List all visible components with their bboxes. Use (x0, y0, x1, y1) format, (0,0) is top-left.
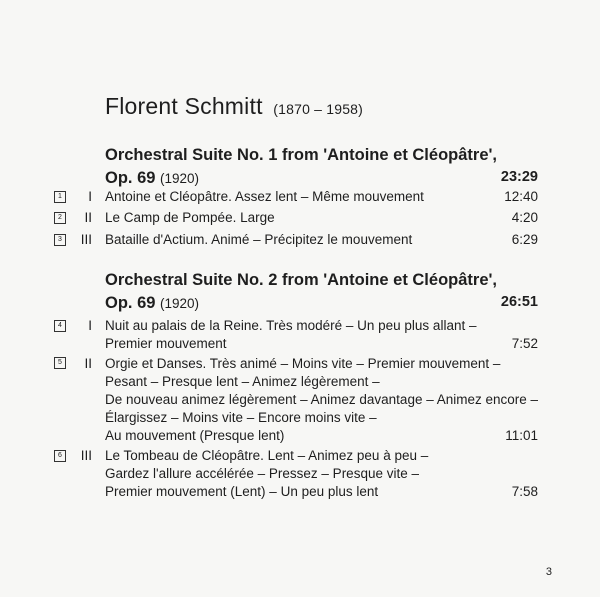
suite2-opus-line (105, 294, 199, 313)
suite1-year: (1920) (160, 171, 200, 186)
composer-dates: (1870 – 1958) (273, 101, 364, 117)
suite1-opus-line (105, 169, 199, 188)
track-number-box: 4 (54, 320, 66, 332)
movement-numeral: III (80, 448, 92, 463)
suite2-total-duration: 26:51 (500, 294, 538, 310)
track-description-line: Pesant – Presque lent – Animez légèrement – (105, 374, 380, 389)
track-duration: 11:01 (505, 428, 538, 443)
track-duration: 12:40 (504, 189, 538, 204)
track-description-line: Le Tombeau de Cléopâtre. Lent – Animez peu à peu – (105, 448, 429, 463)
track-number-box: 3 (54, 234, 66, 246)
movement-numeral: I (88, 318, 92, 333)
suite1-total-duration: 23:29 (500, 169, 538, 185)
track-description: Bataille d'Actium. Animé – Précipitez le mouvement (105, 232, 413, 247)
track-number-box: 2 (54, 212, 66, 224)
track-description-line: Nuit au palais de la Reine. Très modéré – Un peu plus allant – (105, 318, 477, 333)
page-number: 3 (545, 566, 552, 578)
track-number-box: 6 (54, 450, 66, 462)
movement-numeral: I (88, 189, 92, 204)
track-description-line: Élargissez – Moins vite – Encore moins vite – (105, 410, 377, 425)
track-description-line: Orgie et Danses. Très animé – Moins vite – Premier mouvement – (105, 356, 501, 371)
suite2-opus: Op. 69 (105, 294, 156, 312)
track-number-box: 1 (54, 191, 66, 203)
track-description-line: De nouveau animez légèrement – Animez davantage – Animez encore – (105, 392, 539, 407)
suite2-year: (1920) (160, 296, 200, 311)
track-description-line: Gardez l'allure accélérée – Pressez – Presque vite – (105, 466, 419, 481)
track-description-line: Premier mouvement (Lent) – Un peu plus lent (105, 484, 379, 499)
suite1-title: Orchestral Suite No. 1 from 'Antoine et Cléopâtre', (105, 146, 498, 164)
track-duration: 7:52 (511, 336, 538, 351)
track-duration: 6:29 (511, 232, 538, 247)
composer-name: Florent Schmitt (105, 93, 263, 119)
track-duration: 4:20 (511, 210, 538, 225)
track-description-line: Premier mouvement (105, 336, 227, 351)
track-duration: 7:58 (511, 484, 538, 499)
suite2-title: Orchestral Suite No. 2 from 'Antoine et Cléopâtre', (105, 271, 498, 289)
movement-numeral: II (84, 210, 92, 225)
movement-numeral: II (84, 356, 92, 371)
track-description-line: Au mouvement (Presque lent) (105, 428, 285, 443)
track-description: Antoine et Cléopâtre. Assez lent – Même mouvement (105, 189, 424, 204)
composer-heading (105, 93, 363, 120)
suite1-opus: Op. 69 (105, 169, 156, 187)
track-description: Le Camp de Pompée. Large (105, 210, 275, 225)
movement-numeral: III (80, 232, 92, 247)
track-number-box: 5 (54, 357, 66, 369)
